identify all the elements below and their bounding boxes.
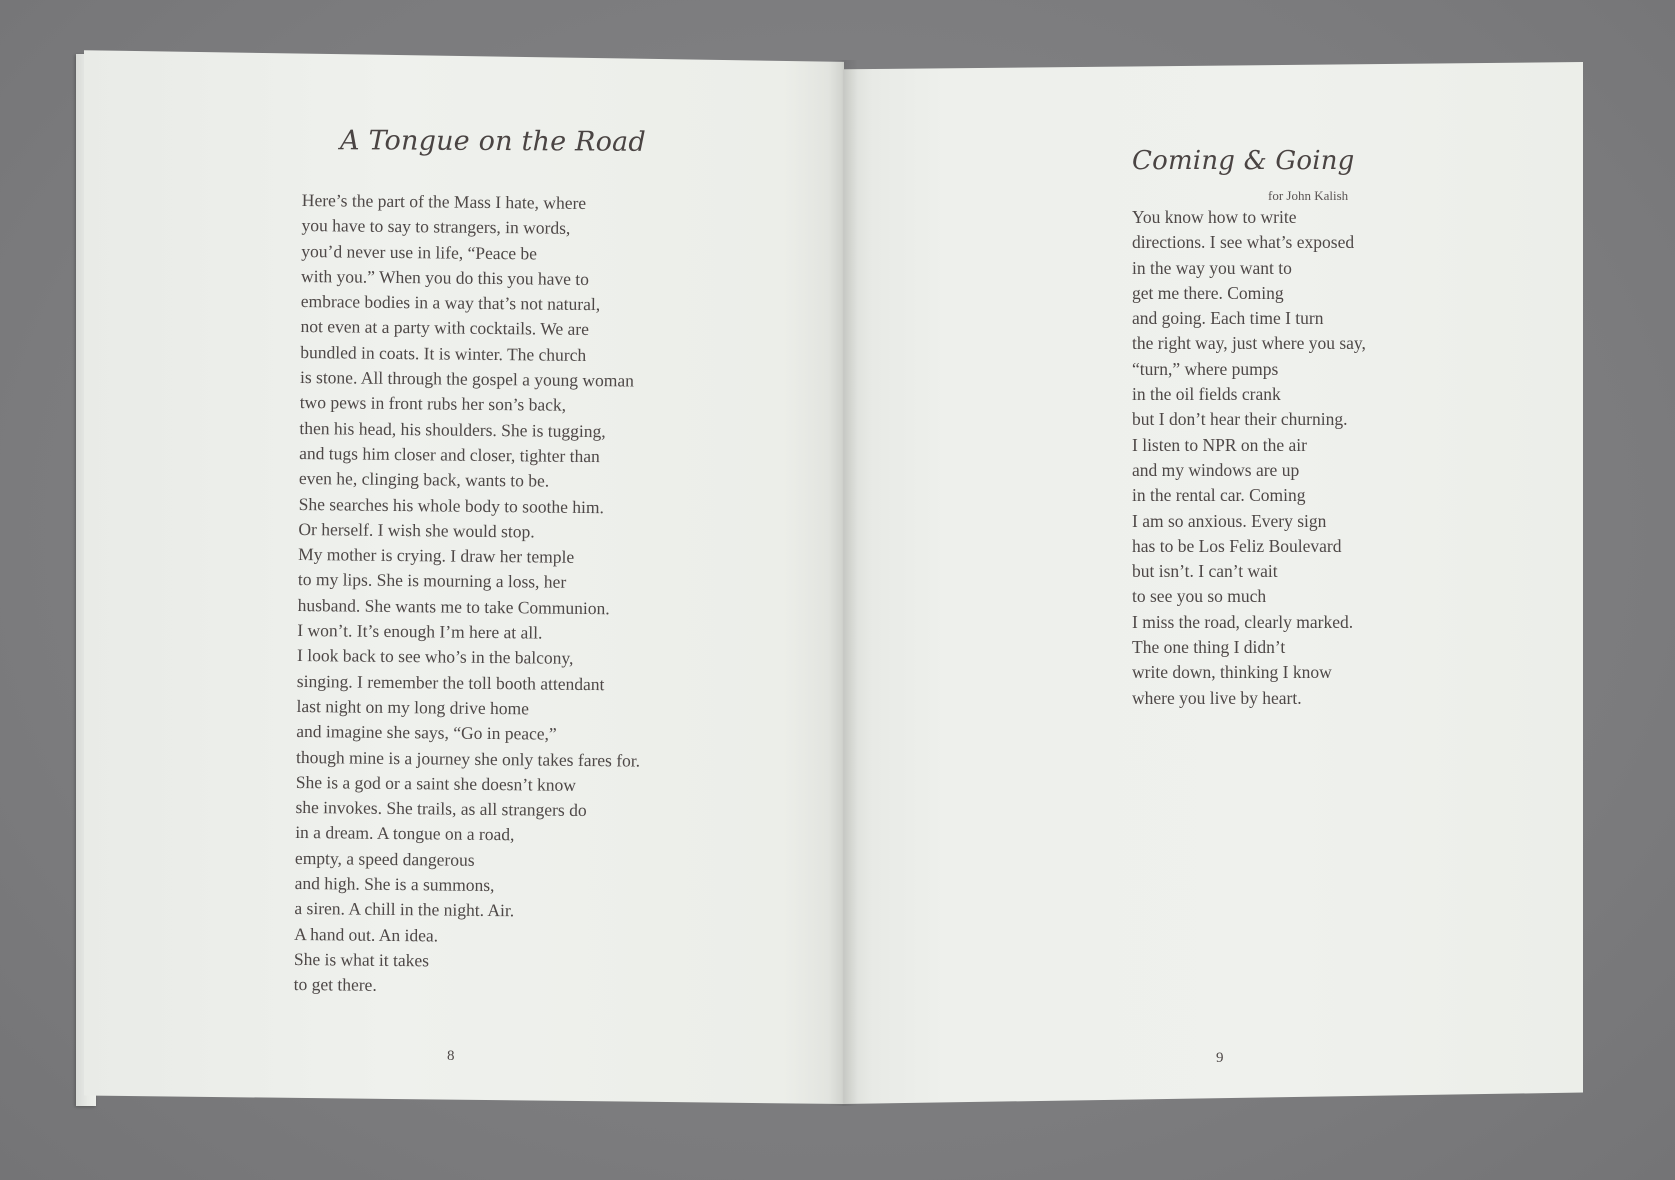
poem-line: embrace bodies in a way that’s not natural, — [300, 291, 601, 315]
poem-line: two pews in front rubs her son’s back, — [299, 392, 567, 416]
left-poem-title: A Tongue on the Road — [339, 125, 646, 158]
poem-line: She is a god or a saint she doesn’t know — [295, 771, 577, 795]
poem-line: She is what it takes — [293, 948, 430, 971]
poem-line: and high. She is a summons, — [294, 872, 495, 896]
poem-line: A hand out. An idea. — [294, 923, 439, 946]
poem-line: “turn,” where pumps — [1132, 358, 1279, 379]
poem-line: singing. I remember the toll booth attendant — [296, 670, 605, 694]
poem-line: My mother is crying. I draw her temple — [298, 544, 575, 568]
poem-line: even he, clinging back, wants to be. — [298, 468, 550, 491]
poem-line: get me there. Coming — [1132, 282, 1284, 303]
right-poem-body — [1132, 205, 1366, 711]
poem-line: last night on my long drive home — [296, 695, 530, 719]
poem-line: to get there. — [293, 974, 377, 996]
poem-line: though mine is a journey she only takes fares for. — [295, 746, 641, 771]
poem-line: and tugs him closer and closer, tighter than — [299, 442, 600, 467]
poem-line: I won’t. It’s enough I’m here at all. — [297, 620, 543, 643]
poem-line: you’d never use in life, “Peace be — [301, 240, 538, 264]
poem-line: the right way, just where you say, — [1132, 333, 1366, 354]
poem-line: and going. Each time I turn — [1132, 308, 1324, 329]
poem-line: a siren. A chill in the night. Air. — [294, 898, 515, 921]
right-poem-dedication: for John Kalish — [1268, 188, 1349, 203]
poem-line: not even at a party with cocktails. We are — [300, 316, 590, 340]
right-page-number: 9 — [1216, 1050, 1224, 1066]
poem-line: Here’s the part of the Mass I hate, where — [301, 189, 587, 213]
poem-line: I am so anxious. Every sign — [1132, 510, 1327, 531]
poem-line: with you.” When you do this you have to — [300, 265, 590, 289]
poem-line: you have to say to strangers, in words, — [301, 215, 571, 239]
poem-line: bundled in coats. It is winter. The church — [300, 341, 587, 365]
poem-line: to my lips. She is mourning a loss, her — [297, 569, 567, 593]
poem-line: and my windows are up — [1132, 459, 1300, 480]
poem-line: directions. I see what’s exposed — [1132, 232, 1355, 253]
poem-line: I miss the road, clearly marked. — [1132, 611, 1354, 632]
poem-line: You know how to write — [1132, 207, 1297, 227]
poem-line: in a dream. A tongue on a road, — [295, 822, 515, 845]
poem-line: in the oil fields crank — [1132, 384, 1281, 405]
right-poem-title: Coming & Going — [1132, 146, 1355, 176]
poem-line: I listen to NPR on the air — [1132, 434, 1307, 455]
poem-line: but I don’t hear their churning. — [1132, 409, 1348, 430]
poem-line: husband. She wants me to take Communion. — [297, 594, 610, 618]
poem-line: where you live by heart. — [1132, 687, 1302, 708]
poem-line: and imagine she says, “Go in peace,” — [296, 721, 557, 744]
poem-line: empty, a speed dangerous — [294, 847, 475, 870]
left-page-number: 8 — [447, 1048, 455, 1064]
poem-line: in the rental car. Coming — [1132, 485, 1306, 506]
poem-line: The one thing I didn’t — [1132, 637, 1286, 658]
poem-line: is stone. All through the gospel a young woman — [299, 367, 635, 391]
poem-line: She searches his whole body to soothe him. — [298, 493, 605, 517]
poem-line: to see you so much — [1132, 586, 1267, 607]
poem-line: but isn’t. I can’t wait — [1132, 561, 1278, 582]
poem-line: she invokes. She trails, as all strangers do — [295, 797, 587, 821]
poem-line: I look back to see who’s in the balcony, — [297, 645, 574, 669]
poem-line: Or herself. I wish she would stop. — [298, 518, 535, 542]
poem-line: then his head, his shoulders. She is tugging, — [299, 417, 606, 441]
poem-line: write down, thinking I know — [1132, 662, 1332, 683]
left-poem-body — [294, 188, 647, 1001]
poem-line: has to be Los Feliz Boulevard — [1132, 535, 1342, 556]
poem-line: in the way you want to — [1132, 257, 1292, 278]
